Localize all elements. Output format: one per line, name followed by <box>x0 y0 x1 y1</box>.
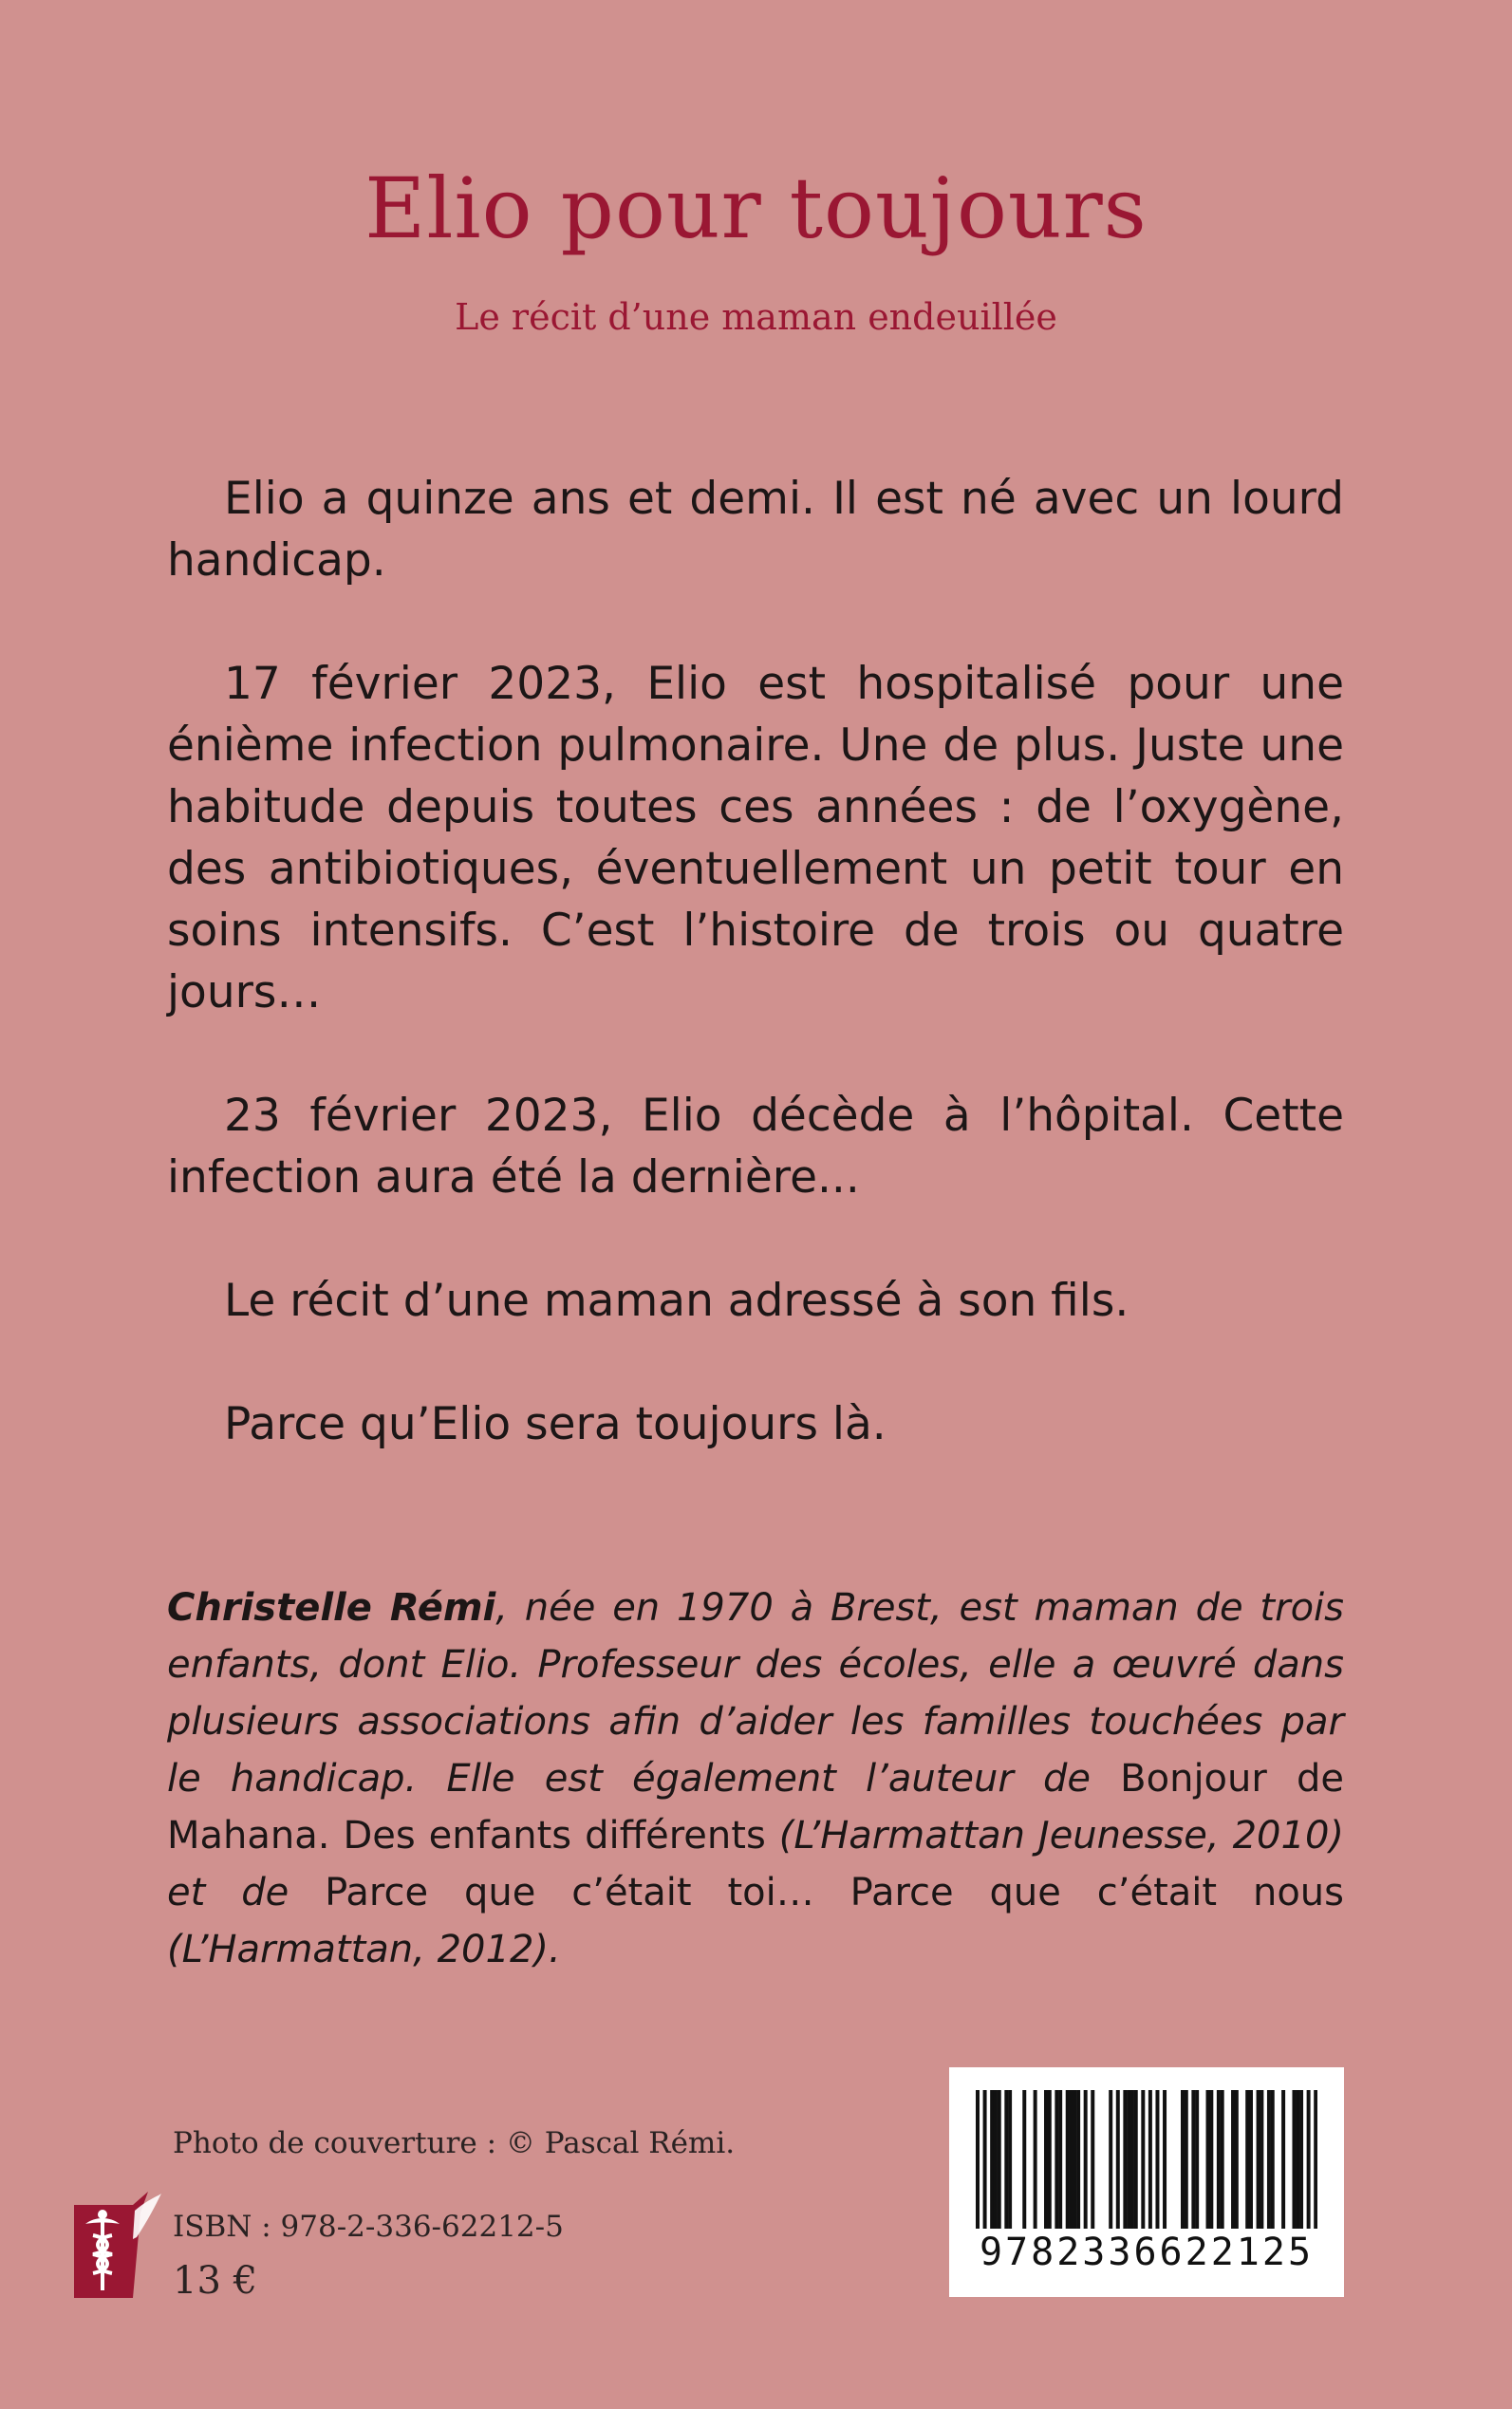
barcode-bar <box>1116 2090 1120 2229</box>
summary-paragraph: Le récit d’une maman adressé à son fils. <box>224 1275 1129 1327</box>
barcode-bar <box>1267 2090 1271 2229</box>
barcode-bar <box>1034 2090 1037 2229</box>
bio-text: , née en 1970 à Brest, est maman de trois enfants, dont Elio. Professeur des écoles, elle a œuvré dans plusieurs associations afin d’aider les familles touchées par le handicap. Elle est également l’auteur de <box>167 1586 1344 1801</box>
barcode-bar <box>1217 2090 1221 2229</box>
barcode-bar <box>1134 2090 1138 2229</box>
barcode-bar <box>1185 2090 1188 2229</box>
barcode-bar <box>1314 2090 1317 2229</box>
barcode-bar <box>1130 2090 1134 2229</box>
bio-book-title: Parce que c’était toi… Parce que c’était nous <box>325 1871 1344 1914</box>
barcode-bar <box>1163 2090 1167 2229</box>
price: 13 € <box>173 2259 258 2303</box>
barcode-bar <box>1141 2090 1145 2229</box>
barcode-bar <box>1058 2090 1062 2229</box>
bio-book-title: Bonjour de Mahana. Des enfants différents <box>167 1757 1344 1858</box>
barcode-bar <box>1249 2090 1253 2229</box>
barcode-bar <box>1044 2090 1048 2229</box>
barcode-bar <box>994 2090 998 2229</box>
author-name: Christelle Rémi <box>167 1586 496 1630</box>
summary-paragraph: Parce qu’Elio sera toujours là. <box>224 1398 887 1450</box>
barcode-bar <box>1235 2090 1239 2229</box>
summary-paragraph: 23 février 2023, Elio décède à l’hôpital. Cette infection aura été la dernière... <box>167 1090 1344 1204</box>
barcode-bar <box>1231 2090 1235 2229</box>
barcode-bar <box>1260 2090 1263 2229</box>
barcode-bar <box>1073 2090 1076 2229</box>
barcode-bar <box>1195 2090 1199 2229</box>
summary-paragraph: 17 février 2023, Elio est hospitalisé pour une énième infection pulmonaire. Une de plus. Juste une habitude depuis toutes ces années : de l’oxygène, des antibiotiques, éventuellement un petit tour en soins intensifs. C’est l’histoire de trois ou quatre jours… <box>167 658 1344 1018</box>
caduceus-quill-logo-icon <box>74 2192 161 2298</box>
barcode <box>949 2067 1344 2297</box>
isbn: ISBN : 978-2-336-62212-5 <box>173 2210 564 2244</box>
barcode-bar <box>1004 2090 1008 2229</box>
barcode-bar <box>1271 2090 1275 2229</box>
barcode-bar <box>1257 2090 1260 2229</box>
barcode-bar <box>1307 2090 1311 2229</box>
barcode-bar <box>998 2090 1001 2229</box>
barcode-bar <box>1221 2090 1224 2229</box>
barcode-bar <box>1209 2090 1213 2229</box>
book-subtitle: Le récit d’une maman endeuillée <box>455 296 1057 338</box>
bio-text: (L’Harmattan, 2012). <box>167 1928 561 1971</box>
photo-credit: Photo de couverture : © Pascal Rémi. <box>173 2126 736 2160</box>
barcode-bar <box>1206 2090 1210 2229</box>
barcode-bar <box>1066 2090 1070 2229</box>
barcode-bar <box>1245 2090 1249 2229</box>
barcode-bar <box>1048 2090 1052 2229</box>
author-bio <box>167 1579 1344 1978</box>
barcode-bar <box>1070 2090 1073 2229</box>
barcode-bar <box>1055 2090 1058 2229</box>
barcode-bar <box>1191 2090 1195 2229</box>
barcode-number: 9782336622125 <box>979 2231 1315 2274</box>
barcode-bar <box>1299 2090 1303 2229</box>
barcode-bar <box>1091 2090 1094 2229</box>
barcode-bar <box>1292 2090 1296 2229</box>
barcode-bar <box>1148 2090 1152 2229</box>
barcode-bar <box>1076 2090 1080 2229</box>
barcode-bar <box>1281 2090 1285 2229</box>
back-cover-summary <box>167 468 1344 1517</box>
barcode-bar <box>1127 2090 1130 2229</box>
barcode-bar <box>1084 2090 1088 2229</box>
barcode-bar <box>1296 2090 1299 2229</box>
summary-paragraph: Elio a quinze ans et demi. Il est né avec un lourd handicap. <box>167 473 1344 587</box>
barcode-bar <box>1181 2090 1185 2229</box>
barcode-bar <box>1022 2090 1026 2229</box>
barcode-bar <box>1155 2090 1159 2229</box>
barcode-bars <box>976 2090 1317 2229</box>
barcode-bar <box>1109 2090 1112 2229</box>
barcode-bar <box>983 2090 987 2229</box>
bio-text: (L’Harmattan Jeunesse, 2010) et de <box>167 1814 1344 1914</box>
barcode-bar <box>1008 2090 1012 2229</box>
barcode-bar <box>1123 2090 1127 2229</box>
barcode-bar <box>990 2090 994 2229</box>
barcode-bar <box>976 2090 980 2229</box>
book-title: Elio pour toujours <box>364 159 1148 257</box>
